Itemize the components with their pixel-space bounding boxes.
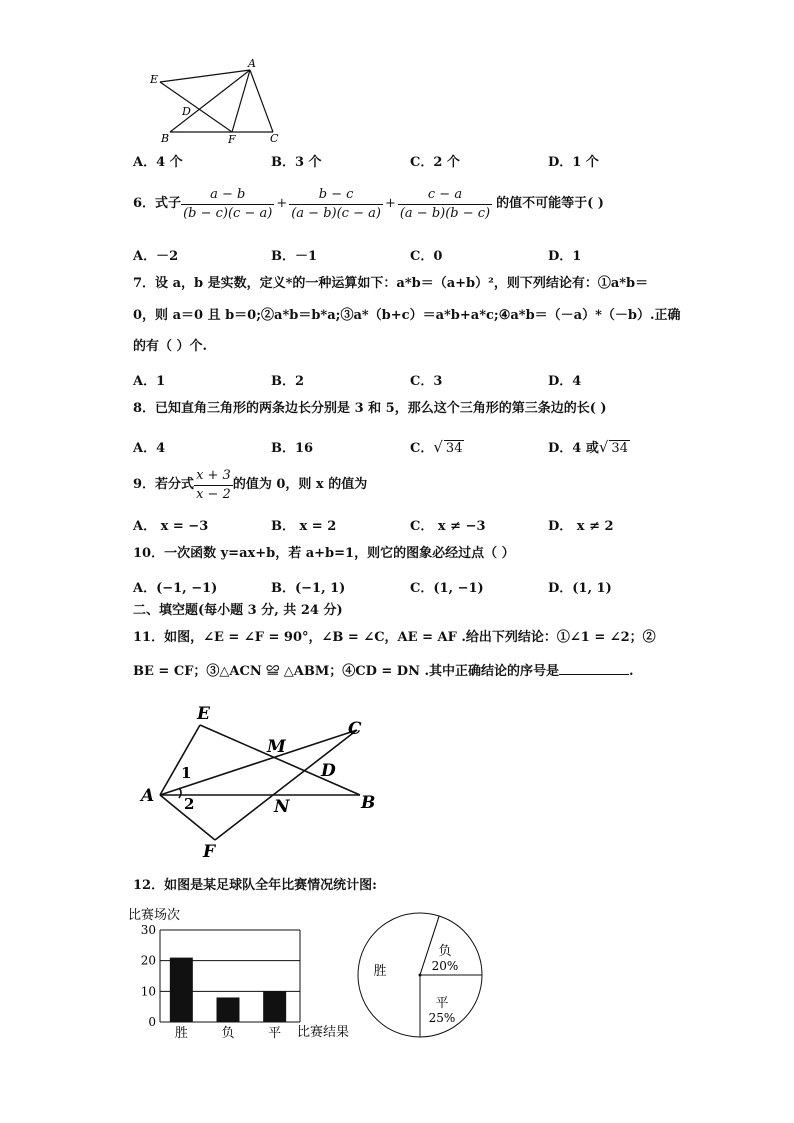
q8-stem: 8．已知直角三角形的两条边长分别是 3 和 5，那么这个三角形的第三条边的长( ) [133,401,607,416]
q5-option-d: D．1 个 [548,155,599,170]
sqrt-symbol: √ [598,438,609,456]
answer-blank [559,662,629,675]
q7-line-3: 的有（ ）个. [133,339,208,354]
x-tick-label: 平 [268,1026,282,1041]
figure-q11 [135,700,380,865]
q10-option-b: B．(−1, 1) [271,581,346,596]
q8-option-c [410,437,464,456]
sqrt-symbol: √ [433,438,443,456]
q8-option-d [548,437,630,456]
pie-slice-3 [420,975,482,1037]
q6-option-a: A．－2 [133,249,179,264]
bar-chart-ylabel: 比赛场次 [128,908,181,923]
fig11-label-2: 2 [184,795,195,813]
fig11-label-1: 1 [181,764,192,782]
q10-option-a: A．(−1, −1) [133,581,218,596]
fig5-label-E: E [150,73,159,86]
section-heading: 二、填空题(每小题 3 分, 共 24 分) [133,603,343,618]
q12-stem: 12．如图是某足球队全年比赛情况统计图: [133,878,377,893]
q9-stem [133,466,367,504]
fig11-label-D: D [321,761,336,781]
bar-chart-bars [170,958,286,1022]
q7-option-d: D．4 [548,374,582,389]
fig11-label-M: M [267,737,286,757]
pie-chart [355,910,495,1042]
pie-percent-label: 25% [428,1011,456,1025]
q9-option-d: D． x ≠ 2 [548,519,614,534]
pie-label: 负 [438,944,452,959]
q7-option-b: B．2 [271,374,305,389]
bar-2 [217,997,240,1022]
q11-line-1: 11．如图，∠E = ∠F = 90°，∠B = ∠C，AE = AF .给出下列结论：①∠1 = ∠2；② [133,630,656,645]
y-tick-label: 20 [140,953,156,968]
fig5-label-A: A [248,57,256,70]
pie-percent-label: 20% [431,959,459,973]
bar-chart [125,900,365,1045]
fig5-label-D: D [182,105,191,118]
q9-option-b: B． x = 2 [271,519,337,534]
y-tick-label: 30 [140,923,156,937]
q9-tail: 的值为 0，则 x 的值为 [232,477,368,492]
q6-lead: 式子 [155,196,182,211]
pie-label: 平 [435,996,449,1011]
q9-option-c: C． x ≠ −3 [410,519,486,534]
q7-option-a: A．1 [133,374,166,389]
q7-option-c: C．3 [410,374,443,389]
q8-option-a: A．4 [133,441,166,456]
bar-chart-xlabel: 比赛结果 [297,1025,350,1040]
q6-frac3-denominator: (a − b)(b − c) [399,205,491,221]
fig11-label-N: N [274,797,290,817]
pie-center [419,974,422,977]
q9-number: 9． [133,477,156,492]
q8-option-d-prefix: D．4 或 [548,441,599,456]
q10-option-c: C．(1, −1) [410,581,484,596]
q8-option-c-prefix: C． [410,441,434,456]
q5-option-c: C．2 个 [410,155,460,170]
fig5-label-C: C [270,132,279,145]
bar-chart-xticks [175,1025,281,1041]
q9-option-a: A． x = −3 [133,519,209,534]
q6-option-c: C．0 [410,249,443,264]
y-tick-label: 10 [140,984,156,999]
q6-stem [133,182,604,226]
fig11-label-A: A [141,786,155,806]
q6-frac2-denominator: (a − b)(c − a) [291,205,381,221]
fig11-label-C: C [348,719,362,739]
q6-fraction-2 [289,187,383,222]
q5-option-a: A．4 个 [133,155,183,170]
q7-line-2: 0，则 a＝0 且 b＝0;②a*b＝b*a;③a*（b+c）＝a*b+a*c;④a*b＝（－a）*（－b）.正确 [133,308,681,323]
q9-lead: 若分式 [155,477,195,492]
q6-tail: 的值不可能等于( ) [496,196,604,211]
q6-number: 6． [133,196,156,211]
q6-fraction-1 [181,187,274,222]
q7-line-1: 7．设 a，b 是实数，定义*的一种运算如下：a*b＝（a+b）²，则下列结论有：①a*b＝ [133,276,649,291]
pie-label: 胜 [373,964,387,979]
bar-3 [263,991,286,1022]
q8-option-d-radicand: 34 [611,441,628,456]
q10-option-d: D．(1, 1) [548,581,612,596]
fig5-label-F: F [228,133,236,146]
fig11-label-F: F [203,842,216,862]
q10-stem: 10．一次函数 y=ax+b，若 a+b=1，则它的图象必经过点（ ） [133,546,515,561]
bar-chart-yticks [141,923,156,1029]
q6-frac3-numerator: c − a [398,187,492,205]
q8-option-b: B．16 [271,441,314,456]
figure-q5 [140,55,290,150]
q9-frac-numerator: x + 3 [194,468,233,486]
fig11-label-E: E [197,704,210,724]
q6-fraction-3 [398,187,492,222]
x-tick-label: 胜 [174,1026,188,1041]
q6-option-d: D．1 [548,249,582,264]
q11-line-2 [133,662,634,680]
fig5-label-B: B [161,132,170,145]
bar-1 [170,958,193,1022]
x-tick-label: 负 [221,1026,235,1041]
q6-frac1-numerator: a − b [181,187,274,205]
q9-frac-denominator: x − 2 [196,486,231,502]
q11-line-2-end: . [629,664,634,679]
q6-plus-2: + [384,196,396,211]
q11-line-2-text: BE = CF；③△ACN ≌ △ABM；④CD = DN .其中正确结论的序号是 [133,664,560,679]
q9-fraction [194,468,233,503]
q6-frac1-denominator: (b − c)(c − a) [183,205,273,221]
fig11-label-B: B [361,793,376,813]
q5-option-b: B．3 个 [271,155,322,170]
q6-option-b: B．－1 [271,249,318,264]
y-tick-label: 0 [148,1015,156,1029]
q8-option-c-radicand: 34 [445,441,463,456]
q6-frac2-numerator: b − c [289,187,383,205]
q6-plus-1: + [276,196,288,211]
